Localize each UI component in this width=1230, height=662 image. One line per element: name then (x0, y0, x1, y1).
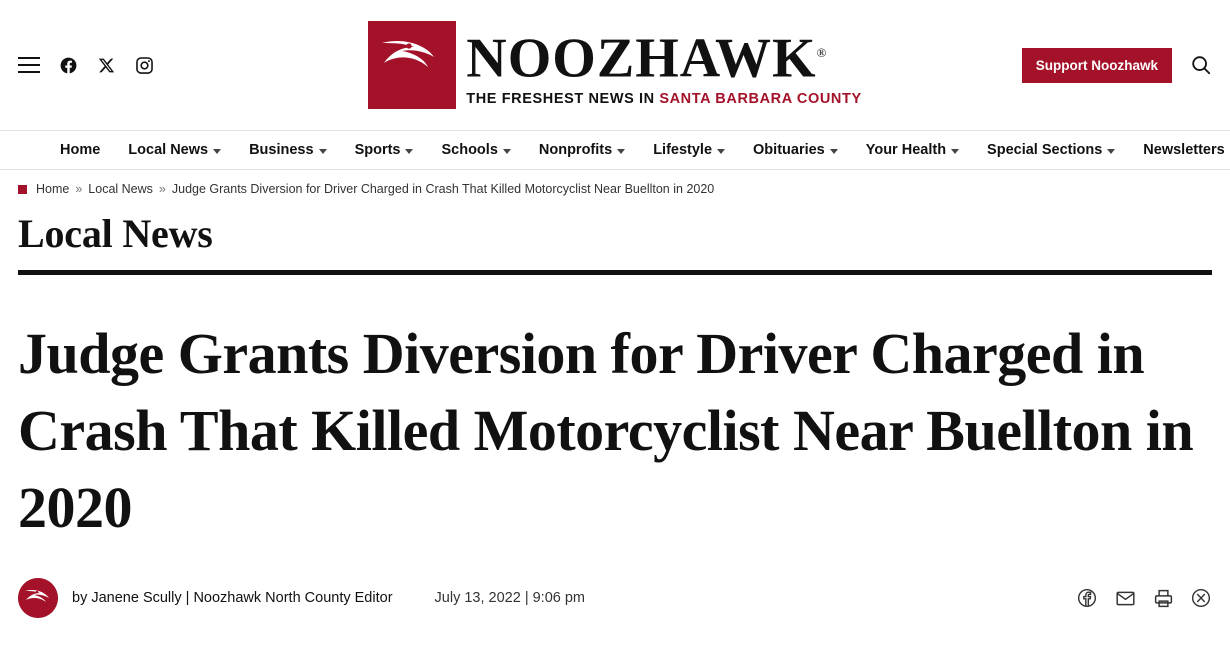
breadcrumb-home-link[interactable]: Home (36, 182, 70, 196)
nav-label: Schools (441, 142, 498, 158)
breadcrumb-separator: » (75, 182, 83, 196)
share-print-icon[interactable] (1152, 587, 1174, 609)
logo-tagline-highlight: SANTA BARBARA COUNTY (659, 90, 862, 107)
nav-item-schools[interactable] (427, 130, 524, 170)
nav-label: Your Health (865, 142, 947, 158)
nav-label: Special Sections (987, 142, 1103, 158)
share-buttons (1076, 587, 1212, 609)
nav-item-newsletters[interactable] (1129, 130, 1230, 170)
instagram-icon[interactable] (134, 55, 154, 75)
nav-item-home[interactable] (60, 130, 114, 170)
chevron-down-icon (405, 149, 413, 154)
nav-item-business[interactable] (235, 130, 340, 170)
author-link[interactable]: Janene Scully (91, 590, 182, 607)
nav-label: Obituaries (753, 142, 825, 158)
hamburger-menu-icon[interactable] (18, 57, 40, 73)
share-facebook-icon[interactable] (1076, 587, 1098, 609)
chevron-down-icon (213, 149, 221, 154)
nav-item-special-sections[interactable] (973, 130, 1129, 170)
main-navigation (0, 130, 1230, 170)
chevron-down-icon (951, 149, 959, 154)
site-header (0, 0, 1230, 130)
nav-item-your-health[interactable] (852, 130, 973, 170)
nav-label: Local News (128, 142, 209, 158)
logo-wordmark: NOOZHAWK® (466, 27, 828, 90)
breadcrumb (0, 170, 1230, 204)
breadcrumb-marker-icon (18, 185, 27, 194)
chevron-down-icon (1107, 149, 1115, 154)
author-avatar (18, 578, 58, 618)
byline-separator: | (181, 590, 194, 607)
x-twitter-icon[interactable] (96, 55, 116, 75)
nav-label: Lifestyle (653, 142, 713, 158)
nav-label: Nonprofits (538, 142, 613, 158)
breadcrumb-section-link[interactable]: Local News (88, 182, 153, 196)
noozhawk-logo-mark (368, 21, 456, 109)
header-right-group (972, 48, 1212, 83)
article-header (0, 275, 1230, 618)
section-title: Local News (18, 211, 213, 256)
breadcrumb-separator: » (158, 182, 166, 196)
nav-label: Newsletters (1143, 142, 1225, 158)
nav-item-sports[interactable] (341, 130, 428, 170)
nav-item-local-news[interactable] (114, 130, 235, 170)
nav-item-nonprofits[interactable] (525, 130, 639, 170)
support-noozhawk-button[interactable]: Support Noozhawk (1022, 48, 1172, 83)
hamburger-bar (18, 64, 40, 66)
nav-label: Home (60, 142, 101, 158)
nav-item-obituaries[interactable] (739, 130, 852, 170)
section-header (0, 204, 1230, 256)
nav-item-lifestyle[interactable] (639, 130, 739, 170)
article-byline-row (18, 578, 1212, 618)
chevron-down-icon (319, 149, 327, 154)
chevron-down-icon (830, 149, 838, 154)
nav-label: Business (249, 142, 314, 158)
share-x-icon[interactable] (1190, 587, 1212, 609)
breadcrumb-current-page: Judge Grants Diversion for Driver Charged in Crash That Killed Motorcyclist Near Buellton in 2020 (171, 182, 715, 196)
share-email-icon[interactable] (1114, 587, 1136, 609)
article-headline: Judge Grants Diversion for Driver Charged in Crash That Killed Motorcyclist Near Buellton in 2020 (18, 321, 1194, 541)
registered-mark: ® (816, 45, 828, 61)
logo-tagline: THE FRESHEST NEWS IN SANTA BARBARA COUNTY (466, 90, 862, 107)
chevron-down-icon (717, 149, 725, 154)
hamburger-bar (18, 57, 40, 59)
article-date: July 13, 2022 | 9:06 pm (434, 590, 586, 607)
hamburger-bar (18, 71, 40, 73)
byline-prefix: by (72, 590, 92, 607)
header-left-group (18, 55, 258, 75)
author-title: Noozhawk North County Editor (193, 590, 393, 607)
chevron-down-icon (617, 149, 625, 154)
facebook-icon[interactable] (58, 55, 78, 75)
search-icon[interactable] (1190, 54, 1212, 76)
site-logo[interactable] (258, 21, 972, 109)
nav-label: Sports (354, 142, 401, 158)
chevron-down-icon (503, 149, 511, 154)
article-byline (72, 590, 393, 606)
